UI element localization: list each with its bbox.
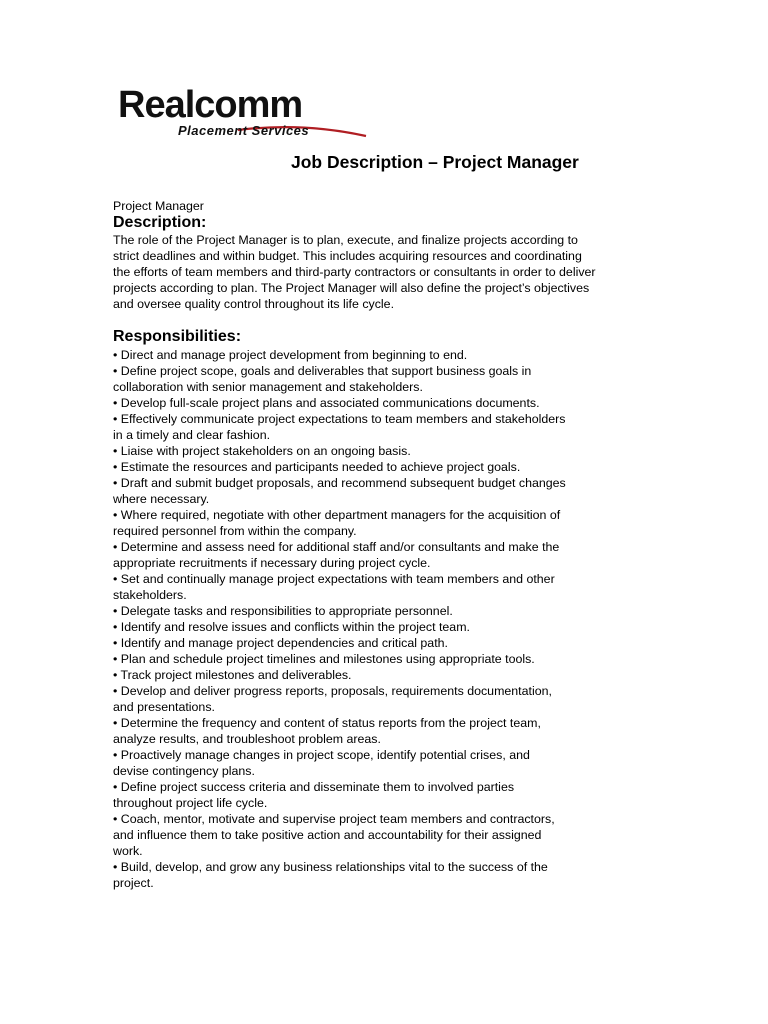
responsibility-item	[113, 411, 643, 443]
responsibility-line: • Define project scope, goals and deliverables that support business goals in	[113, 364, 532, 378]
responsibility-item	[113, 651, 643, 667]
responsibility-line: work.	[113, 844, 143, 858]
description-line: The role of the Project Manager is to plan, execute, and finalize projects according to	[113, 233, 578, 247]
responsibility-item	[113, 571, 643, 603]
responsibility-line: • Develop full-scale project plans and associated communications documents.	[113, 396, 540, 410]
responsibility-line: collaboration with senior management and stakeholders.	[113, 380, 423, 394]
description-paragraph	[113, 232, 643, 312]
responsibility-line: and influence them to take positive action and accountability for their assigned	[113, 828, 542, 842]
responsibility-item	[113, 667, 643, 683]
responsibility-line: • Define project success criteria and disseminate them to involved parties	[113, 780, 515, 794]
responsibility-line: • Set and continually manage project expectations with team members and other	[113, 572, 555, 586]
responsibility-line: • Delegate tasks and responsibilities to appropriate personnel.	[113, 604, 453, 618]
responsibility-line: analyze results, and troubleshoot problem areas.	[113, 732, 381, 746]
description-line: and oversee quality control throughout its life cycle.	[113, 297, 395, 311]
document-body	[113, 198, 643, 891]
job-title: Project Manager	[113, 199, 204, 213]
responsibility-line: required personnel from within the company.	[113, 524, 357, 538]
responsibility-line: • Proactively manage changes in project scope, identify potential crises, and	[113, 748, 530, 762]
responsibility-line: stakeholders.	[113, 588, 187, 602]
document-title: Job Description – Project Manager	[291, 152, 579, 172]
responsibility-item	[113, 811, 643, 859]
responsibility-item	[113, 507, 643, 539]
responsibility-item	[113, 715, 643, 747]
responsibility-line: devise contingency plans.	[113, 764, 255, 778]
responsibility-item	[113, 603, 643, 619]
responsibility-item	[113, 459, 643, 475]
responsibility-item	[113, 363, 643, 395]
responsibilities-list	[113, 347, 643, 891]
logo-tagline: Placement Services	[178, 123, 310, 138]
responsibility-line: • Where required, negotiate with other department managers for the acquisition of	[113, 508, 561, 522]
responsibility-item	[113, 747, 643, 779]
responsibility-item	[113, 539, 643, 571]
responsibility-line: • Draft and submit budget proposals, and recommend subsequent budget changes	[113, 476, 566, 490]
responsibility-line: • Plan and schedule project timelines and milestones using appropriate tools.	[113, 652, 535, 666]
responsibility-item	[113, 619, 643, 635]
logo-wordmark: Realcomm	[118, 84, 303, 126]
responsibility-line: • Track project milestones and deliverables.	[113, 668, 352, 682]
responsibility-line: throughout project life cycle.	[113, 796, 268, 810]
responsibility-line: where necessary.	[113, 492, 210, 506]
responsibility-item	[113, 443, 643, 459]
responsibility-line: • Build, develop, and grow any business relationships vital to the success of the	[113, 860, 548, 874]
responsibility-line: project.	[113, 876, 154, 890]
responsibility-line: • Identify and manage project dependencies and critical path.	[113, 636, 448, 650]
responsibility-item	[113, 683, 643, 715]
description-heading: Description:	[113, 214, 207, 231]
company-logo	[118, 86, 368, 140]
responsibility-line: • Coach, mentor, motivate and supervise project team members and contractors,	[113, 812, 555, 826]
responsibility-item	[113, 859, 643, 891]
responsibilities-heading: Responsibilities:	[113, 328, 242, 345]
responsibility-item	[113, 475, 643, 507]
responsibility-line: • Develop and deliver progress reports, proposals, requirements documentation,	[113, 684, 552, 698]
responsibility-item	[113, 779, 643, 811]
responsibility-item	[113, 395, 643, 411]
responsibility-line: • Effectively communicate project expectations to team members and stakeholders	[113, 412, 566, 426]
responsibility-line: • Determine the frequency and content of status reports from the project team,	[113, 716, 541, 730]
description-line: the efforts of team members and third-party contractors or consultants in order to deliver	[113, 265, 596, 279]
responsibility-line: • Liaise with project stakeholders on an ongoing basis.	[113, 444, 411, 458]
responsibility-line: and presentations.	[113, 700, 215, 714]
responsibility-line: in a timely and clear fashion.	[113, 428, 271, 442]
responsibility-item	[113, 635, 643, 651]
description-line: strict deadlines and within budget. This includes acquiring resources and coordinating	[113, 249, 582, 263]
responsibility-line: • Determine and assess need for additional staff and/or consultants and make the	[113, 540, 560, 554]
responsibility-line: • Identify and resolve issues and conflicts within the project team.	[113, 620, 470, 634]
responsibility-line: • Estimate the resources and participants needed to achieve project goals.	[113, 460, 521, 474]
description-line: projects according to plan. The Project Manager will also define the project’s objectives	[113, 281, 590, 295]
responsibility-line: • Direct and manage project development from beginning to end.	[113, 348, 468, 362]
responsibility-item	[113, 347, 643, 363]
responsibility-line: appropriate recruitments if necessary during project cycle.	[113, 556, 431, 570]
